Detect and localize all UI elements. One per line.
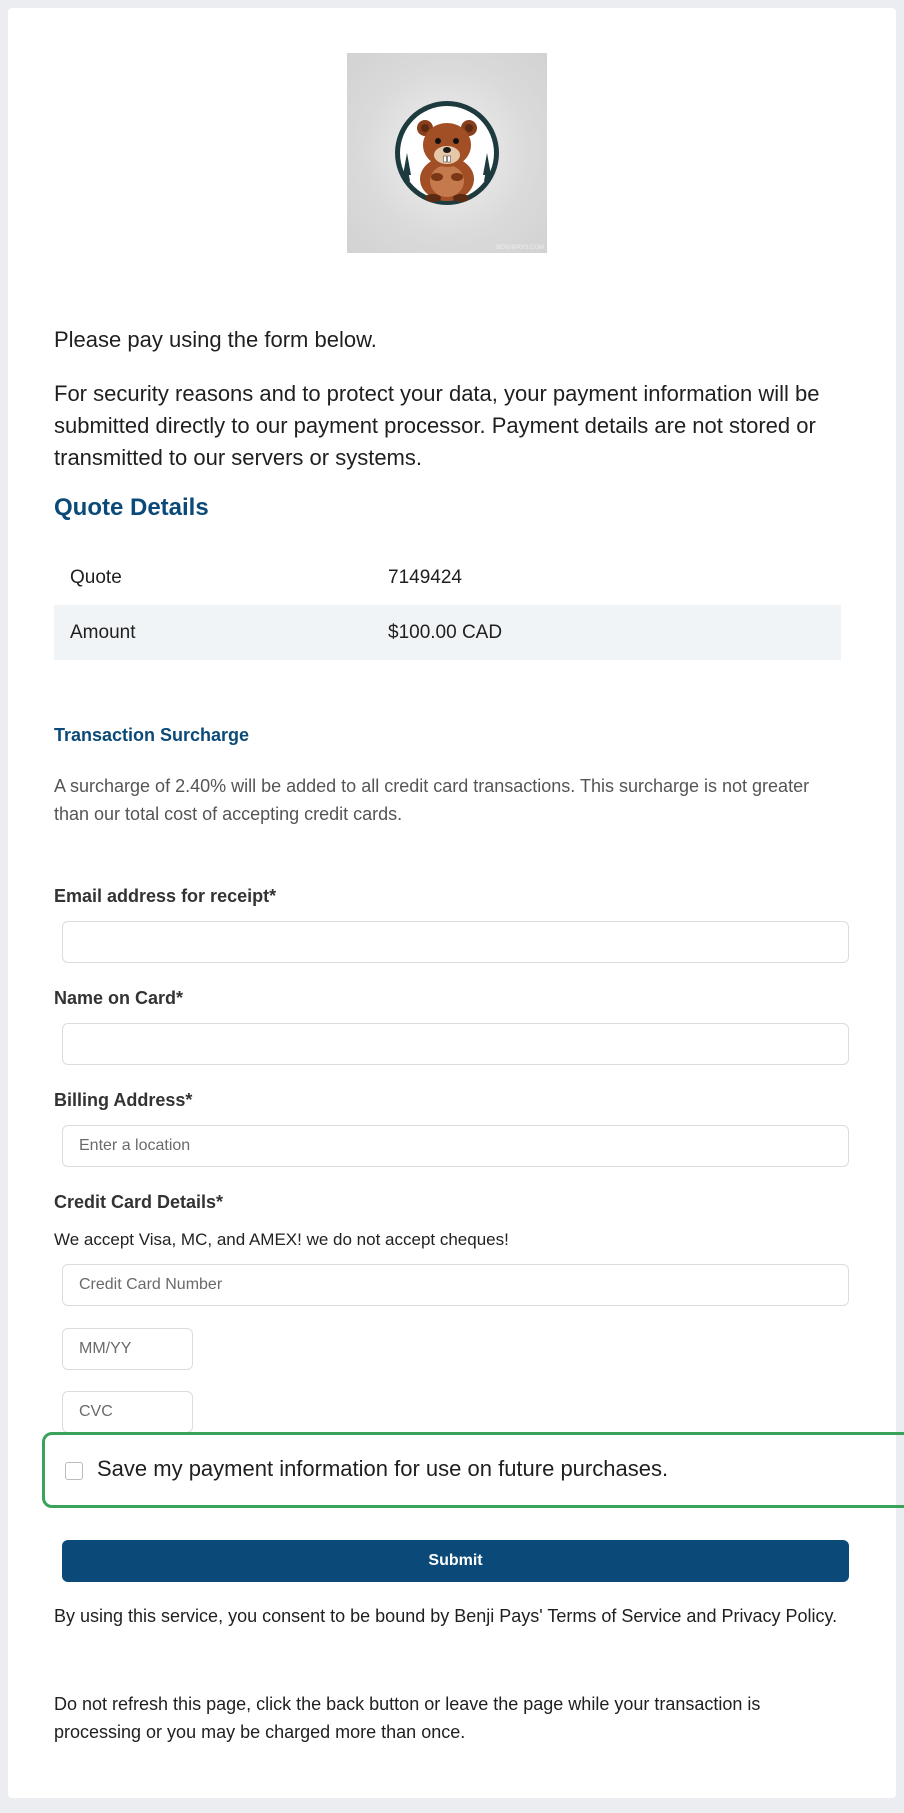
email-input[interactable] bbox=[62, 921, 849, 963]
row-label: Amount bbox=[54, 605, 372, 660]
surcharge-heading: Transaction Surcharge bbox=[54, 725, 250, 745]
save-payment-label[interactable]: Save my payment information for use on future purchases. bbox=[97, 1456, 669, 1481]
name-on-card-input[interactable] bbox=[62, 1023, 849, 1065]
surcharge-text: A surcharge of 2.40% will be added to all credit card transactions. This surcharge is not greater than our total cost of accepting credit cards. bbox=[54, 776, 810, 824]
logo-watermark: BENJIPAYS.COM bbox=[496, 245, 544, 251]
logo bbox=[347, 53, 547, 253]
expiry-input[interactable] bbox=[62, 1328, 193, 1370]
row-label: Quote bbox=[70, 566, 122, 588]
save-payment-option bbox=[42, 1432, 904, 1508]
cvc-input[interactable] bbox=[62, 1391, 193, 1433]
row-value: $100.00 CAD bbox=[372, 605, 841, 660]
save-payment-checkbox[interactable] bbox=[65, 1462, 83, 1480]
refresh-warning: Do not refresh this page, click the back button or leave the page while your transaction is processing or you may be charged more than once. bbox=[54, 1694, 761, 1742]
name-on-card-label: Name on Card* bbox=[54, 988, 184, 1008]
quote-details-table bbox=[54, 550, 841, 660]
beaver-logo-icon bbox=[347, 53, 547, 253]
billing-address-label: Billing Address* bbox=[54, 1090, 193, 1110]
table-row bbox=[54, 550, 841, 605]
credit-card-label: Credit Card Details* bbox=[54, 1192, 224, 1212]
submit-button[interactable]: Submit bbox=[62, 1540, 849, 1582]
billing-address-input[interactable] bbox=[62, 1125, 849, 1167]
email-label: Email address for receipt* bbox=[54, 886, 277, 906]
credit-card-note: We accept Visa, MC, and AMEX! we do not accept cheques! bbox=[54, 1230, 509, 1249]
card-number-input[interactable] bbox=[62, 1264, 849, 1306]
table-row bbox=[54, 605, 841, 660]
quote-details-heading: Quote Details bbox=[54, 494, 209, 521]
row-value: 7149424 bbox=[388, 566, 462, 588]
intro-line: Please pay using the form below. bbox=[54, 327, 377, 352]
security-notice: For security reasons and to protect your data, your payment information will be submitted directly to our payment processor. Payment details are not stored or transmitted to our servers or systems. bbox=[54, 381, 820, 470]
consent-text: By using this service, you consent to be bound by Benji Pays' Terms of Service and Privacy Policy. bbox=[54, 1606, 838, 1626]
